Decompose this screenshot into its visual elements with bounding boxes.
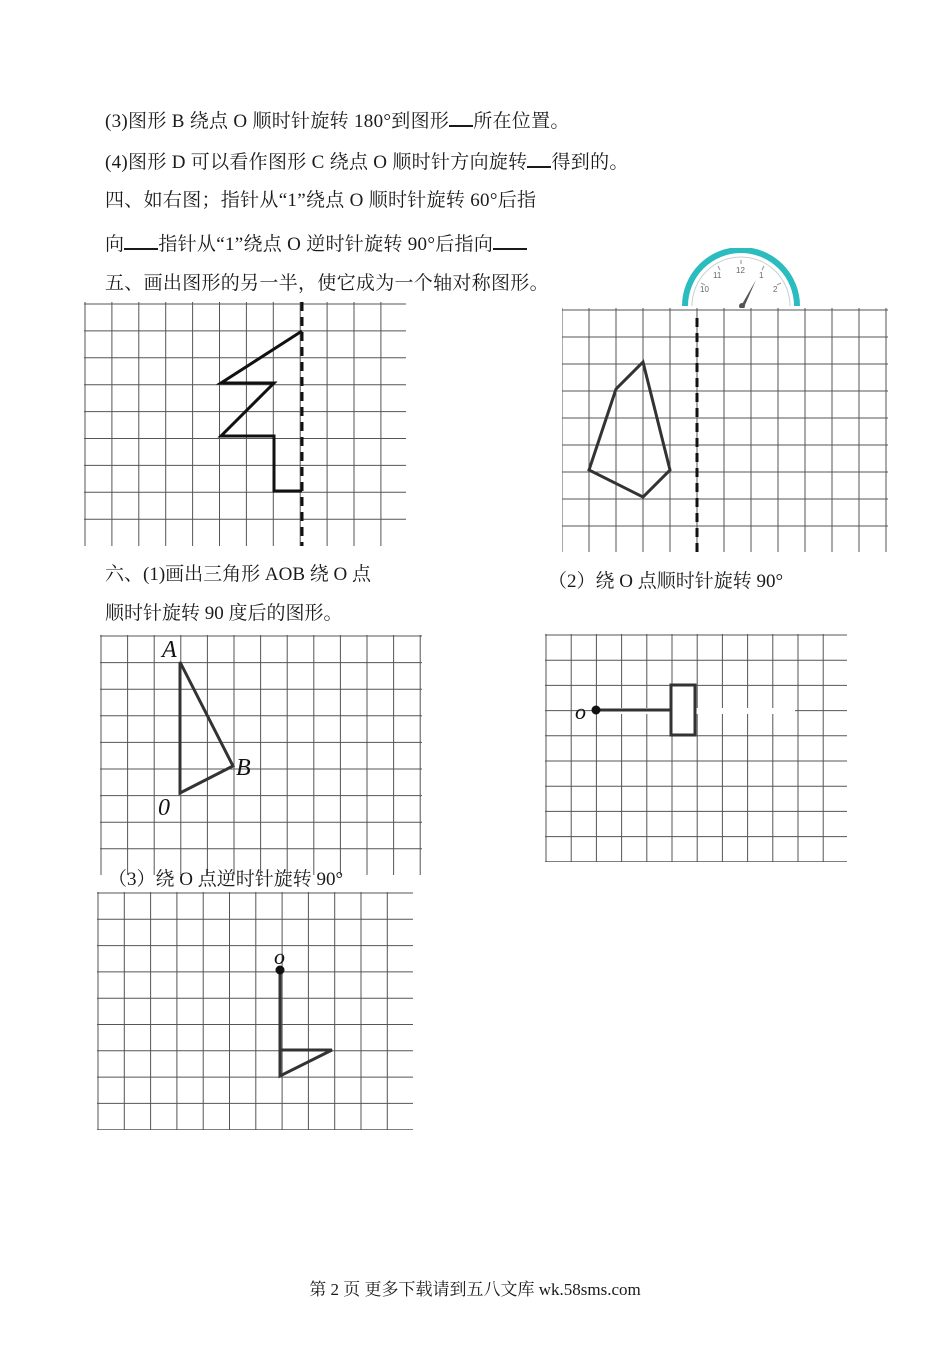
section-4-line-1: 四、如右图；指针从“1”绕点 O 顺时针旋转 60°后指 xyxy=(105,190,537,211)
sec4-text-b: 指针从“1”绕点 O 逆时针旋转 90°后指向 xyxy=(158,234,494,255)
q4-text: (4)图形 D 可以看作图形 C 绕点 O 顺时针方向旋转 xyxy=(105,152,528,173)
q3-text-after: 所在位置。 xyxy=(473,111,570,132)
answer-blank[interactable] xyxy=(493,230,527,250)
label-B: B xyxy=(236,755,251,781)
answer-blank[interactable] xyxy=(527,148,551,168)
page-footer: 第 2 页 更多下载请到五八文库 wk.58sms.com xyxy=(309,1280,641,1299)
section-6-3-caption: （3）绕 O 点逆时针旋转 90° xyxy=(108,869,344,890)
answer-blank[interactable] xyxy=(449,107,473,127)
q4-text-after: 得到的。 xyxy=(551,152,629,173)
answer-blank[interactable] xyxy=(124,230,158,250)
sec4-text-a: 向 xyxy=(105,234,125,255)
label-O: 0 xyxy=(158,795,170,821)
section-6-2-caption: （2）绕 O 点顺时针旋转 90° xyxy=(548,571,784,592)
section-4-line-2 xyxy=(105,230,527,257)
clock-number-11: 11 xyxy=(713,271,722,280)
grid-symmetry-right[interactable] xyxy=(562,308,888,552)
clock-number-1: 1 xyxy=(759,271,764,280)
clock-icon xyxy=(680,248,802,308)
question-3 xyxy=(105,107,570,134)
section-5-title: 五、画出图形的另一半，使它成为一个轴对称图形。 xyxy=(105,273,549,294)
clock-number-12: 12 xyxy=(736,266,745,275)
grid-triangle[interactable] xyxy=(100,635,422,875)
label-o-flag: o xyxy=(274,944,285,969)
question-4 xyxy=(105,148,629,175)
q3-text: (3)图形 B 绕点 O 顺时针旋转 180°到图形 xyxy=(105,111,450,132)
clock-number-2: 2 xyxy=(773,285,778,294)
label-o-rect: o xyxy=(575,699,586,724)
grid-symmetry-left[interactable] xyxy=(84,302,406,546)
section-6-1-line-1: 六、(1)画出三角形 AOB 绕 O 点 xyxy=(105,564,371,585)
grid-rectangle[interactable] xyxy=(545,634,847,862)
clock-number-10: 10 xyxy=(700,285,709,294)
section-6-1-line-2: 顺时针旋转 90 度后的图形。 xyxy=(105,603,343,624)
label-A: A xyxy=(162,637,177,663)
grid-flag[interactable] xyxy=(97,892,413,1130)
